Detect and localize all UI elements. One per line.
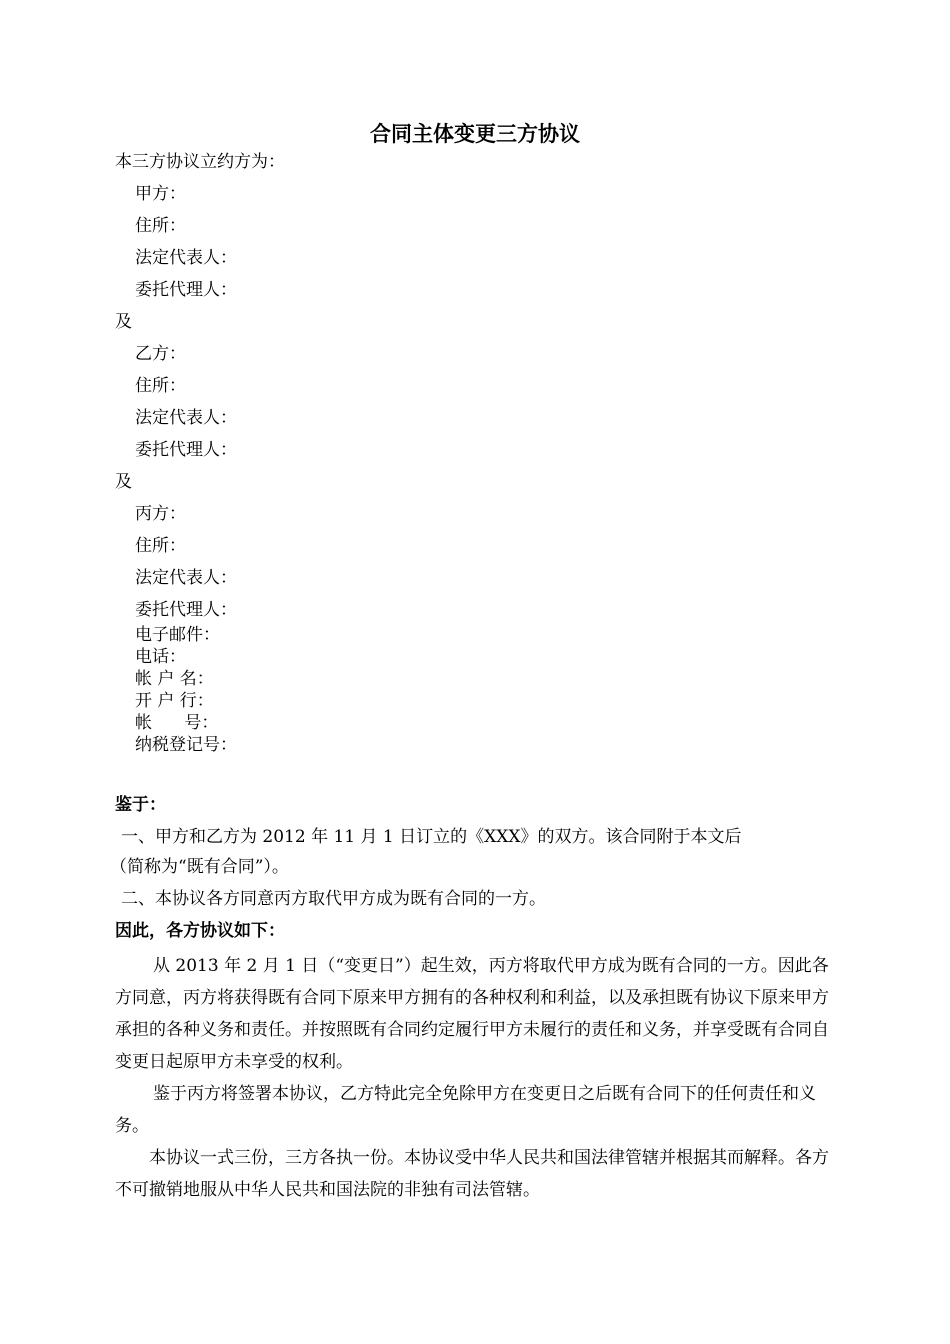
party-c-email: 电子邮件： [135, 625, 220, 645]
whereas-heading: 鉴于： [115, 795, 166, 815]
party-a-label: 甲方： [135, 184, 186, 204]
party-a-address: 住所： [135, 216, 186, 236]
party-a-agent: 委托代理人： [135, 280, 237, 300]
party-c-legal-rep: 法定代表人： [135, 568, 237, 588]
whereas-item-2: 二、本协议各方同意丙方取代甲方成为既有合同的一方。 [121, 889, 546, 909]
party-b-label: 乙方： [135, 344, 186, 364]
and-connector-1: 及 [115, 312, 132, 332]
intro-text: 本三方协议立约方为： [115, 152, 285, 172]
agreement-heading: 因此，各方协议如下： [115, 921, 285, 941]
party-b-legal-rep: 法定代表人： [135, 408, 237, 428]
party-c-account-name: 帐 户 名： [135, 669, 214, 689]
document-title: 合同主体变更三方协议 [370, 122, 580, 146]
party-c-phone: 电话： [135, 647, 186, 667]
and-connector-2: 及 [115, 472, 132, 492]
party-c-account-no: 帐 号： [135, 713, 219, 733]
party-c-label: 丙方： [135, 504, 186, 524]
party-b-agent: 委托代理人： [135, 440, 237, 460]
whereas-item-1-line-2: （简称为“既有合同”）。 [110, 857, 289, 877]
agreement-paragraph-1: 从 2013 年 2 月 1 日（“变更日”）起生效，丙方将取代甲方成为既有合同的一方。因此各方同意，丙方将获得既有合同下原来甲方拥有的各种权利和利益，以及承担既有协议下原来甲方承担的各种义务和责任。并按照既有合同约定履行甲方未履行的责任和义务，并享受既有合同自变更日起原甲方未享受的权利。 [115, 956, 829, 1072]
party-c-bank: 开 户 行： [135, 691, 214, 711]
party-b-address: 住所： [135, 376, 186, 396]
party-a-legal-rep: 法定代表人： [135, 248, 237, 268]
agreement-paragraph-3: 本协议一式三份，三方各执一份。本协议受中华人民共和国法律管辖并根据其而解释。各方不可撤销地服从中华人民共和国法院的非独有司法管辖。 [115, 1148, 829, 1200]
party-c-tax-no: 纳税登记号： [135, 735, 237, 755]
party-c-agent: 委托代理人： [135, 600, 237, 620]
agreement-paragraph-2: 鉴于丙方将签署本协议，乙方特此完全免除甲方在变更日之后既有合同下的任何责任和义务。 [115, 1084, 816, 1136]
whereas-item-1-line-1: 一、甲方和乙方为 2012 年 11 月 1 日订立的《XXX》的双方。该合同附于本文后 [121, 827, 742, 847]
party-c-address: 住所： [135, 536, 186, 556]
